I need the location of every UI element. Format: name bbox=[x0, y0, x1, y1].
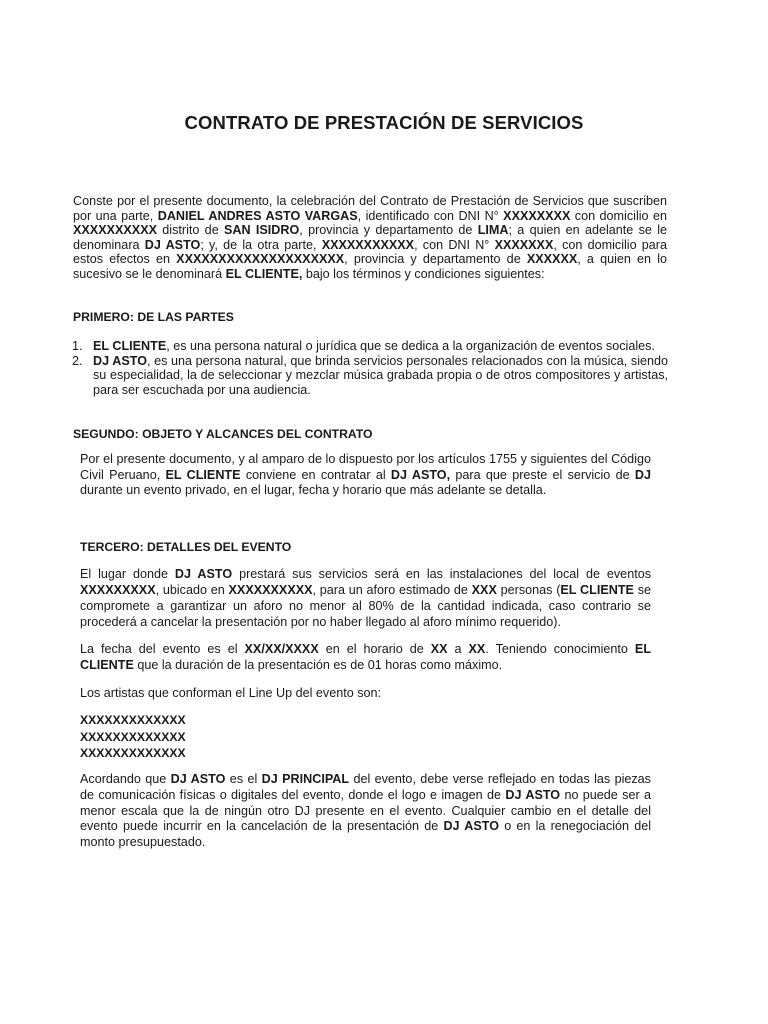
bold-term: XXX bbox=[471, 583, 497, 597]
bold-term: EL CLIENTE bbox=[80, 642, 652, 672]
bold-term: DJ ASTO bbox=[144, 237, 201, 252]
bold-term: DJ ASTO bbox=[174, 567, 233, 581]
list-item-text: DJ ASTO, es una persona natural, que brinda servicios personales relacionados con la música, siendo su especialidad, la de seleccionar y mezclar música grabada propia o de otros compositores y artistas, para ser escuchada por una audiencia. bbox=[93, 353, 669, 397]
bold-term: XXXXXXXXX bbox=[80, 583, 156, 597]
list-item bbox=[72, 354, 668, 398]
intro-paragraph: Conste por el presente documento, la celebración del Contrato de Prestación de Servicios que suscriben por una parte, DANIEL ANDRES ASTO VARGAS, identificado con DNI N° XXXXXXXX con domicilio en XXXXXXXXXX distrito de SAN ISIDRO, provincia y departamento de LIMA; a quien en adelante se le denominara DJ ASTO; y, de la otra parte, XXXXXXXXXXX, con DNI N° XXXXXXX, con domicilio para estos efectos en XXXXXXXXXXXXXXXXXXXX, provincia y departamento de XXXXXX, a quien en lo sucesivo se le denominará EL CLIENTE, bajo los términos y condiciones siguientes: bbox=[73, 194, 668, 281]
parties-list bbox=[72, 339, 668, 397]
lineup-item: XXXXXXXXXXXXX bbox=[80, 729, 186, 744]
list-item-number: 1. bbox=[72, 339, 83, 353]
bold-term: XX/XX/XXXX bbox=[244, 642, 319, 656]
section3-paragraph-lineup-intro: Los artistas que conforman el Line Up del evento son: bbox=[80, 686, 382, 700]
bold-term: XXXXXXX bbox=[494, 237, 554, 252]
bold-term: XXXXXX bbox=[526, 252, 578, 267]
lineup-item: XXXXXXXXXXXXX bbox=[80, 746, 186, 760]
lineup-item: XXXXXXXXXXXXX bbox=[80, 713, 186, 727]
bold-term: EL CLIENTE, bbox=[225, 266, 303, 281]
bold-term: XXXXXXXXXX bbox=[228, 583, 313, 597]
bold-term: XXXXXXXXXX bbox=[73, 223, 157, 238]
bold-term: DJ ASTO bbox=[170, 772, 226, 786]
bold-term: DJ ASTO, bbox=[390, 467, 451, 482]
bold-term: DANIEL ANDRES ASTO VARGAS bbox=[157, 208, 358, 223]
document-title: CONTRATO DE PRESTACIÓN DE SERVICIOS bbox=[184, 112, 584, 133]
section-heading-primero: PRIMERO: DE LAS PARTES bbox=[73, 310, 234, 324]
bold-term: XX bbox=[430, 642, 448, 656]
bold-term: EL CLIENTE bbox=[560, 583, 634, 597]
section3-paragraph-date: La fecha del evento es el XX/XX/XXXX en el horario de XX a XX. Teniendo conocimiento EL CLIENTE que la duración de la presentación es de 01 horas como máximo. bbox=[80, 642, 652, 672]
bold-term: XXXXXXXX bbox=[503, 208, 571, 223]
lineup-list bbox=[80, 712, 186, 762]
bold-term: SAN ISIDRO bbox=[224, 223, 300, 238]
bold-term: XX bbox=[468, 642, 486, 656]
bold-term: DJ ASTO bbox=[443, 819, 500, 834]
bold-term: LIMA bbox=[477, 223, 509, 238]
list-item-number: 2. bbox=[72, 353, 83, 368]
section3-paragraph-principal: Acordando que DJ ASTO es el DJ PRINCIPAL del evento, debe verse reflejado en todas las piezas de comunicación físicas o digitales del evento, donde el logo e imagen de DJ ASTO no puede ser a menor escala que la de ningún otro DJ presente en el evento. Cualquier cambio en el detalle del evento puede incurrir en la cancelación de la presentación de DJ ASTO o en la renegociación del monto presupuestado. bbox=[80, 772, 652, 850]
section-heading-segundo: SEGUNDO: OBJETO Y ALCANCES DEL CONTRATO bbox=[73, 427, 373, 441]
bold-term: DJ PRINCIPAL bbox=[261, 772, 350, 786]
bold-term: DJ ASTO bbox=[505, 787, 561, 802]
bold-term: XXXXXXXXXXXXXXXXXXXX bbox=[176, 252, 345, 267]
section2-paragraph: Por el presente documento, y al amparo de lo dispuesto por los artículos 1755 y siguientes del Código Civil Peruano, EL CLIENTE conviene en contratar al DJ ASTO, para que preste el servicio de DJ durante un evento privado, en el lugar, fecha y horario que más adelante se detalla. bbox=[80, 452, 651, 497]
bold-term: DJ bbox=[634, 467, 651, 482]
bold-term: EL CLIENTE bbox=[165, 467, 241, 482]
bold-term: EL CLIENTE bbox=[93, 339, 167, 353]
list-item-text: EL CLIENTE, es una persona natural o jurídica que se dedica a la organización de eventos sociales. bbox=[93, 339, 655, 353]
bold-term: XXXXXXXXXXX bbox=[321, 237, 415, 252]
list-item bbox=[72, 339, 668, 354]
section3-paragraph-place: El lugar donde DJ ASTO prestará sus servicios será en las instalaciones del local de eventos XXXXXXXXX, ubicado en XXXXXXXXXX, para un aforo estimado de XXX personas (EL CLIENTE se compromete a garantizar un aforo no menor al 80% de la cantidad indicada, caso contrario se procederá a cancelar la presentación por no haber llegado al aforo mínimo requerido). bbox=[80, 567, 651, 629]
bold-term: DJ ASTO bbox=[93, 353, 148, 368]
section-heading-tercero: TERCERO: DETALLES DEL EVENTO bbox=[80, 540, 292, 554]
